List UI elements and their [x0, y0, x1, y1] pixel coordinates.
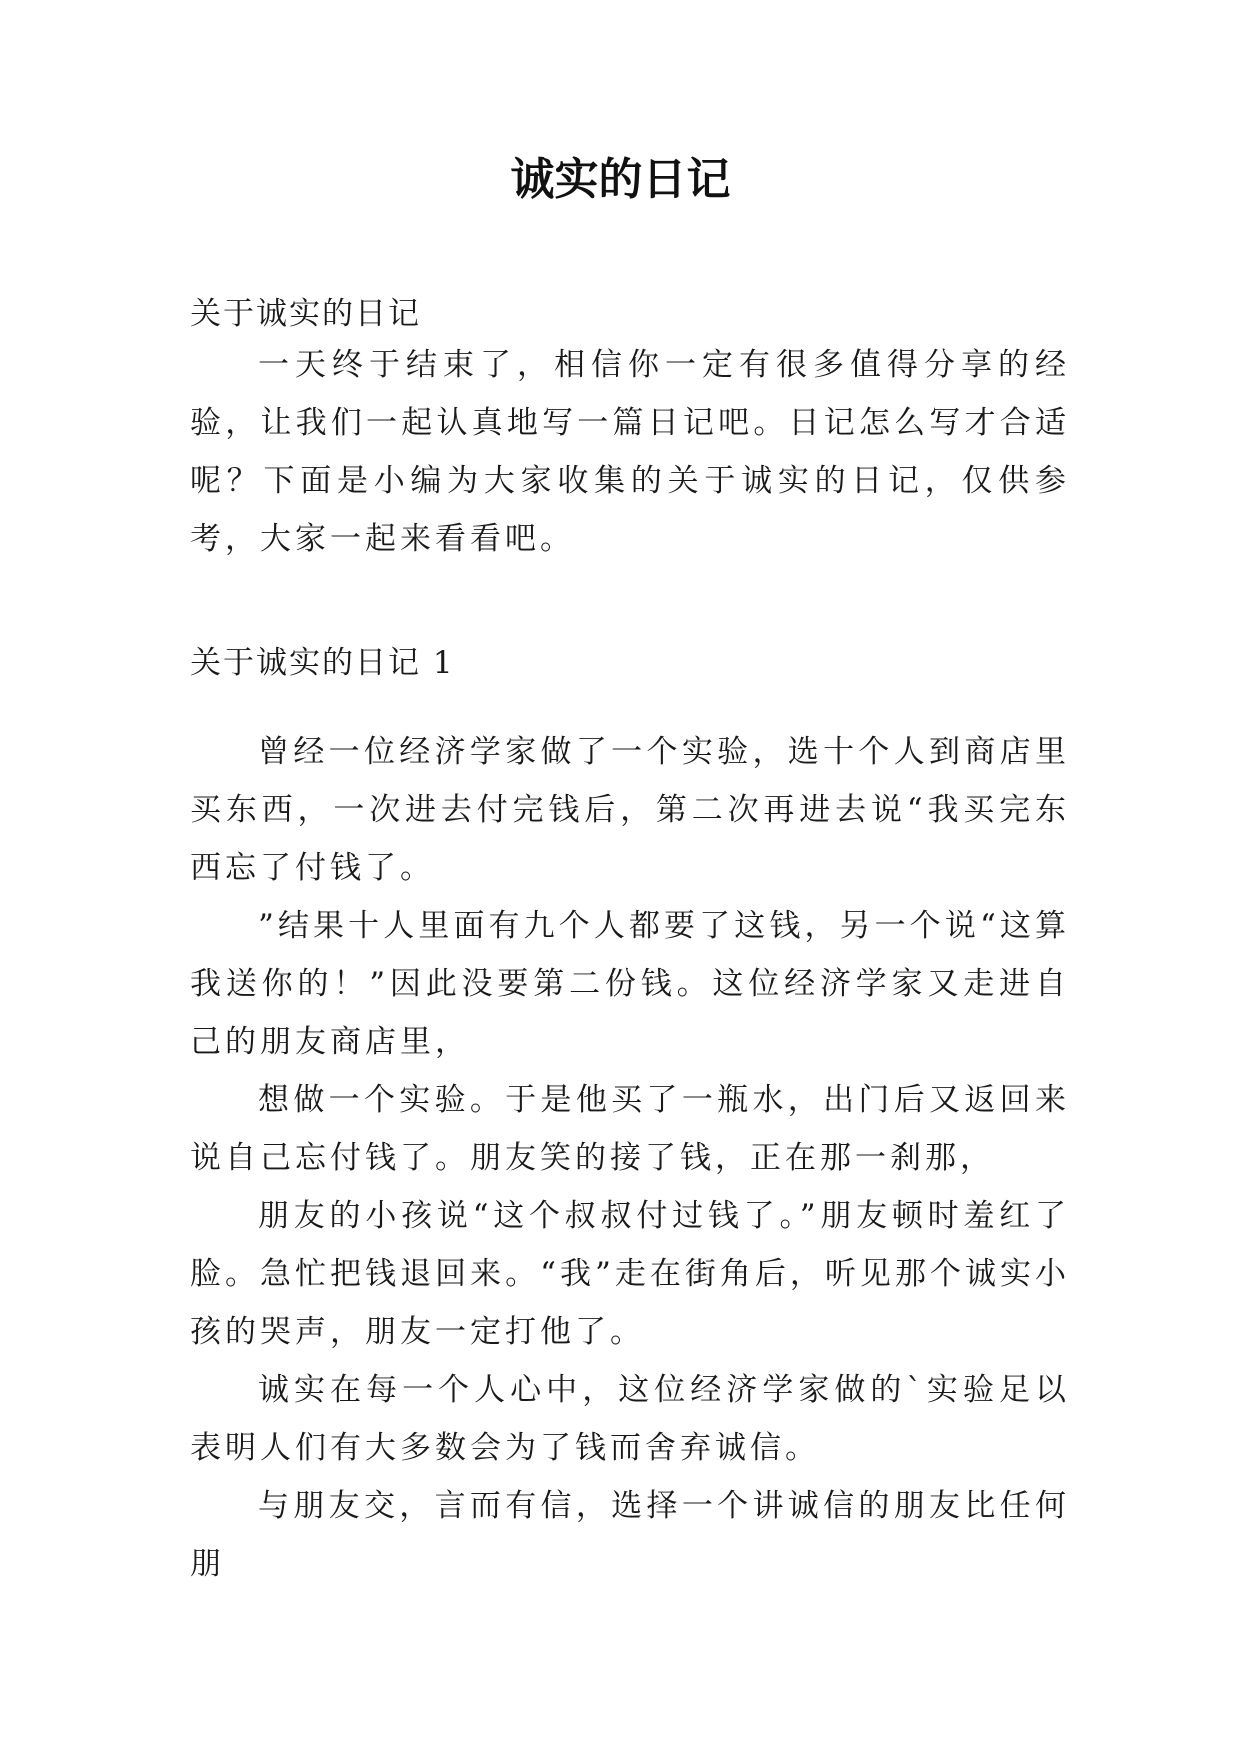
- body-paragraph: 朋友的小孩说“这个叔叔付过钱了。”朋友顿时羞红了脸。急忙把钱退回来。“我”走在街角后，听见那个诚实小孩的哭声，朋友一定打他了。: [190, 1198, 1070, 1350]
- document-title: 诚实的日记: [510, 154, 731, 205]
- body-paragraph: ”结果十人里面有九个人都要了这钱，另一个说“这算我送你的！”因此没要第二份钱。这位经济学家又走进自己的朋友商店里，: [190, 908, 1070, 1060]
- body-paragraph: 与朋友交，言而有信，选择一个讲诚信的朋友比任何朋: [190, 1488, 1070, 1582]
- section-heading: 关于诚实的日记 1: [190, 645, 455, 681]
- document-body: [190, 292, 1070, 1593]
- intro-paragraph: 一天终于结束了，相信你一定有很多值得分享的经验，让我们一起认真地写一篇日记吧。日记怎么写才合适呢？下面是小编为大家收集的关于诚实的日记，仅供参考，大家一起来看看吧。: [190, 347, 1070, 557]
- body-paragraph: 想做一个实验。于是他买了一瓶水，出门后又返回来说自己忘付钱了。朋友笑的接了钱，正在那一刹那，: [190, 1082, 1070, 1176]
- body-paragraph: 曾经一位经济学家做了一个实验，选十个人到商店里买东西，一次进去付完钱后，第二次再进去说“我买完东西忘了付钱了。: [190, 734, 1070, 886]
- document-subtitle: 关于诚实的日记: [190, 296, 421, 332]
- body-paragraph: 诚实在每一个人心中，这位经济学家做的`实验足以表明人们有大多数会为了钱而舍弃诚信。: [190, 1372, 1070, 1466]
